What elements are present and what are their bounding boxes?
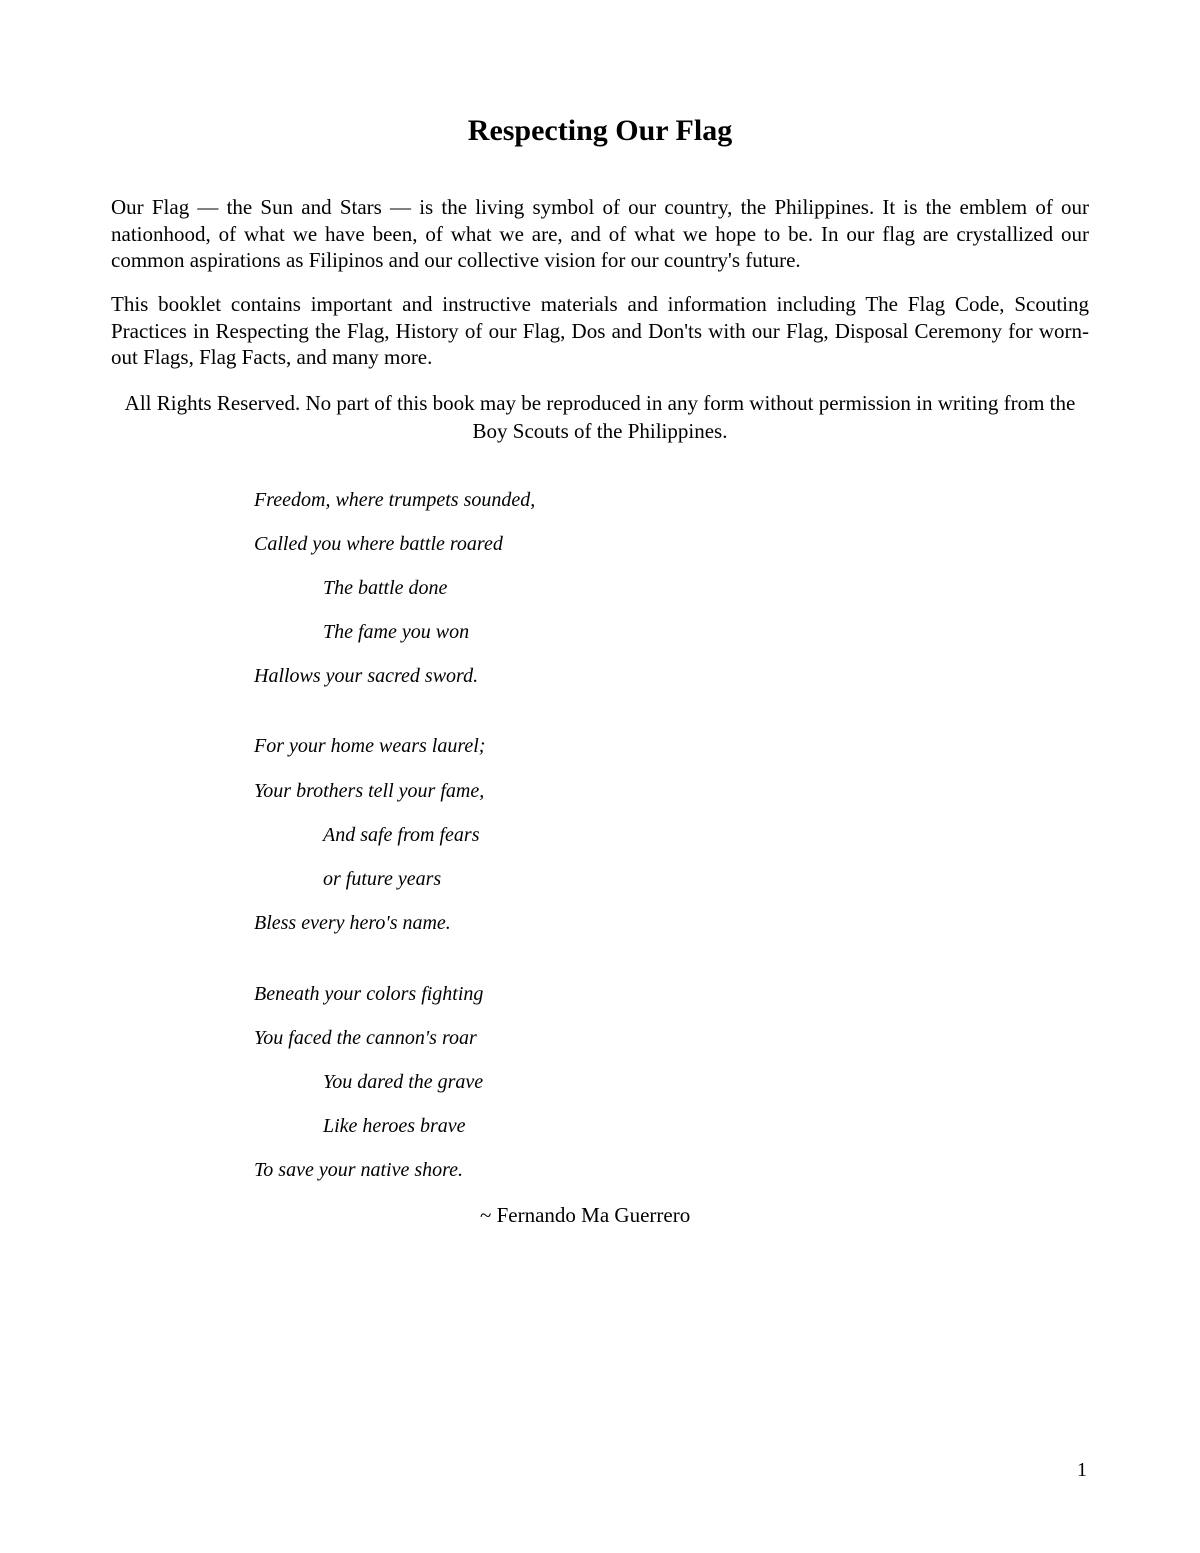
poem-line: You faced the cannon's roar bbox=[254, 1027, 477, 1049]
poem-line: Called you where battle roared bbox=[254, 533, 503, 555]
rights-notice: All Rights Reserved. No part of this book may be reproduced in any form without permission in writing from the Boy Scouts of the Philippines. bbox=[124, 391, 1076, 443]
poem-line: To save your native shore. bbox=[254, 1159, 464, 1181]
poem-line: The fame you won bbox=[323, 621, 470, 643]
poem-line: Like heroes brave bbox=[323, 1115, 466, 1137]
poem-attribution: ~ Fernando Ma Guerrero bbox=[480, 1203, 691, 1227]
page-number: 1 bbox=[1077, 1459, 1087, 1481]
poem-line: And safe from fears bbox=[323, 824, 480, 846]
poem-line: Hallows your sacred sword. bbox=[254, 665, 479, 687]
poem-line: Freedom, where trumpets sounded, bbox=[254, 489, 536, 511]
contents-paragraph: This booklet contains important and instructive materials and information including The Flag Code, Scouting Practices in Respecting the Flag, History of our Flag, Dos and Don'ts with our Flag, Disposal Ceremony for worn-out Flags, Flag Facts, and many more. bbox=[111, 292, 1089, 369]
poem-line: You dared the grave bbox=[323, 1071, 484, 1093]
intro-paragraph: Our Flag — the Sun and Stars — is the living symbol of our country, the Philippines. It is the emblem of our nationhood, of what we have been, of what we are, and of what we hope to be. In our flag are crystallized our common aspirations as Filipinos and our collective vision for our country's future. bbox=[111, 195, 1089, 272]
poem-line: The battle done bbox=[323, 577, 448, 599]
poem-line: Your brothers tell your fame, bbox=[254, 780, 485, 802]
poem-line: Beneath your colors fighting bbox=[254, 983, 484, 1005]
poem-line: For your home wears laurel; bbox=[254, 735, 486, 757]
page-title: Respecting Our Flag bbox=[467, 114, 733, 147]
poem-line: Bless every hero's name. bbox=[254, 912, 451, 934]
poem-line: or future years bbox=[323, 868, 442, 890]
